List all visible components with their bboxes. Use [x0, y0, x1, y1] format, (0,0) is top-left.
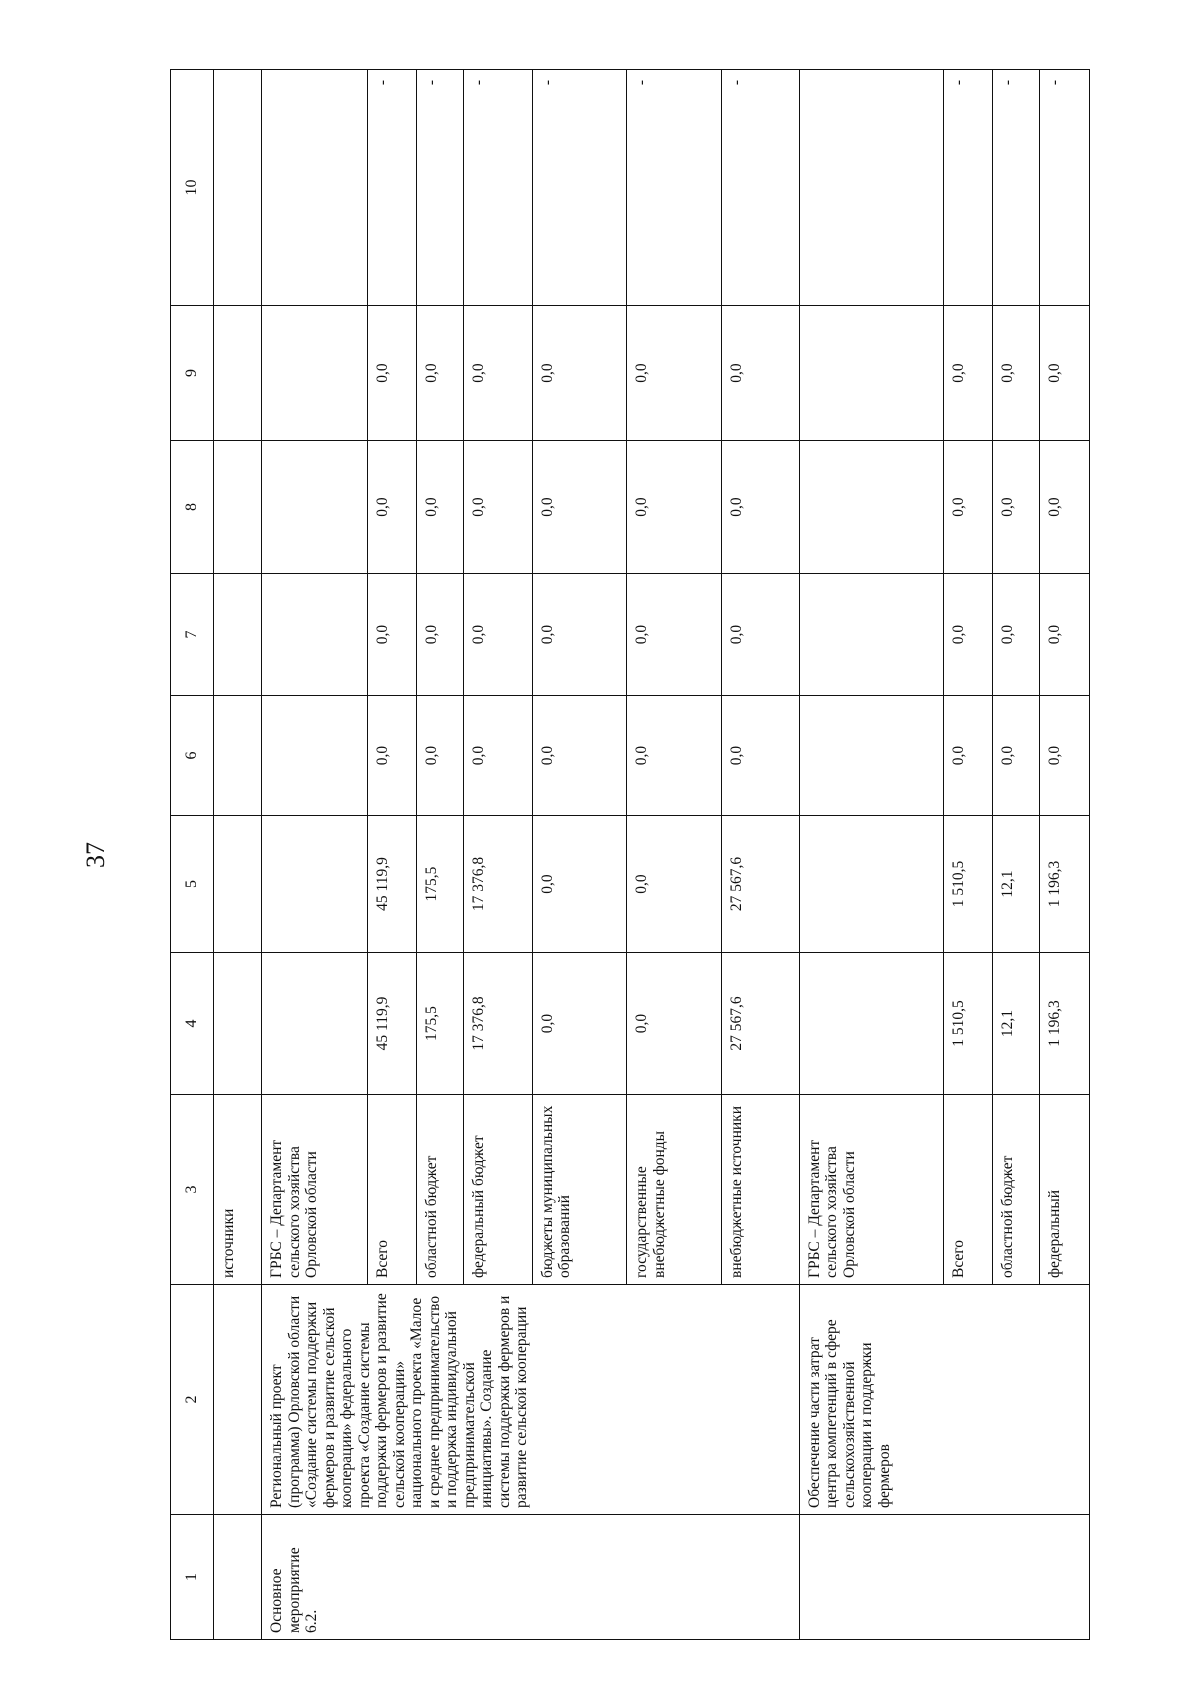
- value-cell: 0,0: [532, 696, 627, 816]
- source-name: областной бюджет: [993, 1095, 1040, 1285]
- value-cell: 0,0: [463, 441, 532, 574]
- value-cell: 0,0: [721, 441, 799, 574]
- budget-table: [170, 69, 1090, 1640]
- value-cell: -: [627, 70, 722, 306]
- value-cell: 0,0: [367, 441, 416, 574]
- value-cell: 175,5: [416, 816, 463, 953]
- source-name: Всего: [944, 1095, 993, 1285]
- header-cell: 1: [171, 1515, 214, 1640]
- value-cell: 0,0: [367, 306, 416, 441]
- value-cell: 0,0: [627, 696, 722, 816]
- empty-cell: [799, 953, 944, 1095]
- empty-cell: [262, 441, 368, 574]
- empty-cell: [799, 816, 944, 953]
- value-cell: 0,0: [944, 574, 993, 696]
- source-name: государственные внебюджетные фонды: [627, 1095, 722, 1285]
- value-cell: -: [416, 70, 463, 306]
- value-cell: 0,0: [627, 953, 722, 1095]
- empty-cell: [799, 1515, 1089, 1640]
- empty-cell: [214, 306, 262, 441]
- main-event-grbs: ГРБС – Департамент сельского хозяйства Орловской области: [262, 1095, 368, 1285]
- source-name: федеральный: [1039, 1095, 1089, 1285]
- header-row: [171, 70, 214, 1640]
- value-cell: 0,0: [993, 306, 1040, 441]
- sub-event-grbs-row: [799, 70, 944, 1640]
- empty-cell: [262, 306, 368, 441]
- value-cell: 1 510,5: [944, 816, 993, 953]
- empty-cell: [214, 1285, 262, 1515]
- budget-table-rotated: [170, 70, 1090, 1640]
- sub-event-description: Обеспечение части затрат центра компетенций в сфере сельскохозяйственной кооперации и поддержки фермеров: [799, 1285, 1089, 1515]
- value-cell: 0,0: [532, 306, 627, 441]
- value-cell: 0,0: [416, 696, 463, 816]
- empty-cell: [262, 696, 368, 816]
- value-cell: 0,0: [416, 574, 463, 696]
- empty-cell: [262, 953, 368, 1095]
- value-cell: 0,0: [627, 574, 722, 696]
- value-cell: 0,0: [721, 696, 799, 816]
- value-cell: -: [367, 70, 416, 306]
- main-event-grbs-row: [262, 70, 368, 1640]
- value-cell: 0,0: [944, 306, 993, 441]
- value-cell: -: [1039, 70, 1089, 306]
- value-cell: 0,0: [944, 441, 993, 574]
- source-name: областной бюджет: [416, 1095, 463, 1285]
- value-cell: 17 376,8: [463, 816, 532, 953]
- value-cell: 0,0: [1039, 306, 1089, 441]
- value-cell: -: [721, 70, 799, 306]
- value-cell: 0,0: [367, 574, 416, 696]
- page-number: [81, 842, 110, 868]
- value-cell: -: [993, 70, 1040, 306]
- value-cell: 45 119,9: [367, 953, 416, 1095]
- value-cell: 0,0: [721, 574, 799, 696]
- empty-cell: [214, 574, 262, 696]
- empty-cell: [214, 1515, 262, 1640]
- sub-event-grbs: ГРБС – Департамент сельского хозяйства Орловской области: [799, 1095, 944, 1285]
- header-cell: 8: [171, 441, 214, 574]
- value-cell: 17 376,8: [463, 953, 532, 1095]
- header-cell: 3: [171, 1095, 214, 1285]
- empty-cell: [799, 306, 944, 441]
- source-name: внебюджетные источники: [721, 1095, 799, 1285]
- empty-cell: [214, 816, 262, 953]
- header-cell: 4: [171, 953, 214, 1095]
- value-cell: 0,0: [532, 953, 627, 1095]
- value-cell: -: [532, 70, 627, 306]
- empty-cell: [262, 70, 368, 306]
- value-cell: 1 510,5: [944, 953, 993, 1095]
- value-cell: 0,0: [532, 574, 627, 696]
- header-cell: 2: [171, 1285, 214, 1515]
- value-cell: 1 196,3: [1039, 816, 1089, 953]
- value-cell: 27 567,6: [721, 816, 799, 953]
- source-name: федеральный бюджет: [463, 1095, 532, 1285]
- empty-cell: [262, 816, 368, 953]
- value-cell: -: [944, 70, 993, 306]
- value-cell: 0,0: [993, 574, 1040, 696]
- value-cell: 12,1: [993, 953, 1040, 1095]
- value-cell: 0,0: [944, 696, 993, 816]
- empty-cell: [799, 70, 944, 306]
- empty-cell: [799, 574, 944, 696]
- value-cell: 0,0: [532, 816, 627, 953]
- value-cell: 1 196,3: [1039, 953, 1089, 1095]
- header-cell: 7: [171, 574, 214, 696]
- value-cell: 12,1: [993, 816, 1040, 953]
- value-cell: 27 567,6: [721, 953, 799, 1095]
- value-cell: 175,5: [416, 953, 463, 1095]
- value-cell: 0,0: [367, 696, 416, 816]
- value-cell: 0,0: [993, 441, 1040, 574]
- empty-cell: [262, 574, 368, 696]
- main-event-label: Основное мероприятие 6.2.: [262, 1515, 799, 1640]
- value-cell: 0,0: [416, 441, 463, 574]
- value-cell: 0,0: [627, 441, 722, 574]
- value-cell: 0,0: [627, 816, 722, 953]
- header-cell: 6: [171, 696, 214, 816]
- page-number-text: 37: [81, 842, 110, 868]
- value-cell: 0,0: [463, 696, 532, 816]
- value-cell: 0,0: [532, 441, 627, 574]
- empty-cell: [214, 441, 262, 574]
- sources-label-row: [214, 70, 262, 1640]
- source-name: Всего: [367, 1095, 416, 1285]
- value-cell: 0,0: [463, 574, 532, 696]
- value-cell: 0,0: [416, 306, 463, 441]
- sources-label: источники: [214, 1095, 262, 1285]
- value-cell: 0,0: [1039, 696, 1089, 816]
- header-cell: 5: [171, 816, 214, 953]
- value-cell: 45 119,9: [367, 816, 416, 953]
- empty-cell: [214, 70, 262, 306]
- value-cell: 0,0: [1039, 441, 1089, 574]
- empty-cell: [799, 441, 944, 574]
- value-cell: -: [463, 70, 532, 306]
- empty-cell: [799, 696, 944, 816]
- value-cell: 0,0: [721, 306, 799, 441]
- empty-cell: [214, 953, 262, 1095]
- empty-cell: [214, 696, 262, 816]
- source-name: бюджеты муниципальных образований: [532, 1095, 627, 1285]
- main-event-description: Региональный проект (программа) Орловской области «Создание системы поддержки фермеров и развитие сельской кооперации» федерального проекта «Создание системы поддержки фермеров и развитие сельской кооперации» национального проекта «Малое и среднее предпринимательство и поддержка индивидуальной предпринимательской инициативы». Создание системы поддержки фермеров и развитие сельской кооперации: [262, 1285, 799, 1515]
- header-cell: 9: [171, 306, 214, 441]
- header-cell: 10: [171, 70, 214, 306]
- value-cell: 0,0: [1039, 574, 1089, 696]
- value-cell: 0,0: [627, 306, 722, 441]
- value-cell: 0,0: [463, 306, 532, 441]
- value-cell: 0,0: [993, 696, 1040, 816]
